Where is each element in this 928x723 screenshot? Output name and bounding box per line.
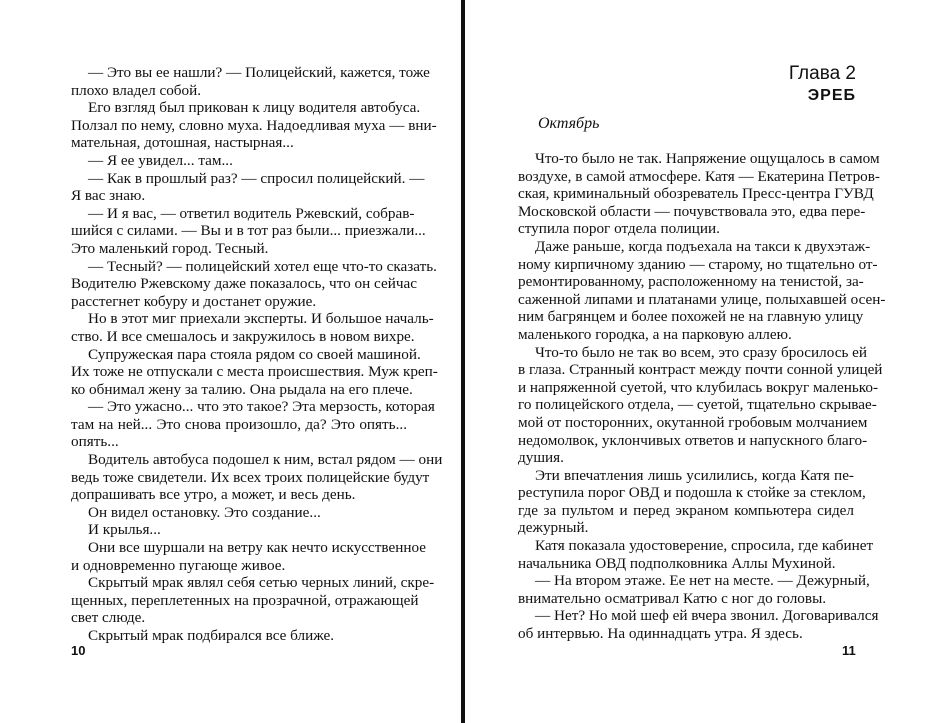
- text-line: свет слюде.: [71, 609, 146, 627]
- text-line: Его взгляд был прикован к лицу водителя автобуса.: [88, 99, 421, 117]
- text-line: начальника ОВД подполковника Аллы Мухиной.: [518, 554, 836, 572]
- paragraph: [71, 504, 407, 522]
- book-spine-divider: [461, 0, 465, 723]
- text-line: ведь тоже свидетели. Их всех троих полицейские будут: [71, 468, 430, 486]
- text-line: Эти впечатления лишь усилились, когда Катя пе-: [535, 466, 854, 484]
- text-line: И крылья...: [88, 521, 161, 539]
- text-line: ному кирпичному зданию — старому, но тщательно от-: [518, 255, 878, 273]
- text-line: Скрытый мрак являл себя сетью черных линий, скре-: [88, 574, 435, 592]
- paragraph: [518, 466, 866, 537]
- paragraph: [71, 99, 437, 152]
- text-line: опять...: [71, 433, 119, 451]
- right-page: [466, 0, 928, 723]
- text-line: реступила порог ОВД и подошла к стойке за стеклом,: [518, 484, 866, 502]
- paragraph: [71, 257, 437, 311]
- text-line: ство. И все смешалось и закружилось в новом вихре.: [71, 327, 415, 345]
- paragraph: [518, 537, 874, 572]
- text-line: Я вас знаю.: [71, 187, 146, 205]
- text-line: ремонтированному, расположенному на тенистой, за-: [518, 273, 864, 291]
- text-line: Ползал по нему, словно муха. Надоедливая муха — вни-: [71, 116, 437, 134]
- text-line: где за пультом и перед экраном компьютера сидел: [518, 501, 854, 519]
- text-line: щенных, переплетенных на прозрачной, отражающей: [71, 591, 419, 609]
- text-line: Но в этот миг приехали эксперты. И большое началь-: [88, 310, 434, 328]
- text-line: Их тоже не отпускали с места происшествия. Муж креп-: [71, 363, 438, 381]
- text-line: ская, криминальный обозреватель Пресс-центра ГУВД: [518, 185, 874, 203]
- text-line: и напряженной суетой, что клубилась вокруг маленько-: [518, 378, 879, 396]
- paragraph: [518, 237, 886, 344]
- paragraph: [71, 627, 407, 645]
- section-month: Октябрь: [538, 115, 600, 132]
- text-line: душия.: [518, 449, 564, 467]
- paragraph: [71, 152, 407, 170]
- text-line: Водителю Ржевскому даже показалось, что он сейчас: [71, 275, 417, 293]
- text-line: допрашивать все утро, а может, и весь день.: [71, 486, 356, 504]
- text-line: об интервью. На одиннадцать утра. Я здесь.: [518, 625, 803, 643]
- text-line: Скрытый мрак подбирался все ближе.: [88, 627, 335, 644]
- text-line: Московской области — почувствовала это, едва пере-: [518, 202, 866, 220]
- text-line: — И я вас, — ответил водитель Ржевский, собрав-: [88, 204, 415, 222]
- paragraph: [71, 310, 434, 345]
- text-line: там на ней... Это снова произошло, да? Это опять...: [71, 415, 407, 433]
- text-line: ко обнимал жену за талию. Она рыдала на его плече.: [71, 380, 413, 398]
- paragraph: [518, 572, 870, 607]
- text-line: Он видел остановку. Это создание...: [88, 503, 321, 521]
- text-line: Они все шуршали на ветру как нечто искусственное: [88, 539, 426, 557]
- text-line: ступила порог отдела полиции.: [518, 220, 720, 238]
- paragraph: [71, 574, 435, 627]
- text-line: маленького городка, а на парковую аллею.: [518, 325, 792, 343]
- page-number-left: 10: [71, 643, 86, 658]
- text-line: шийся с силами. — Вы и в тот раз были... приезжали...: [71, 222, 426, 240]
- paragraph: [71, 539, 426, 574]
- text-line: Катя показала удостоверение, спросила, где кабинет: [535, 537, 874, 555]
- left-page: [0, 0, 462, 723]
- page-number-right: 11: [842, 643, 856, 658]
- text-line: го полицейского отдела, — суетой, тщательно скрывае-: [518, 396, 877, 414]
- paragraph: [71, 521, 407, 539]
- text-line: мательная, дотошная, настырная...: [71, 134, 294, 152]
- text-line: расстегнет кобуру и достанет оружие.: [71, 292, 317, 310]
- text-line: Водитель автобуса подошел к ним, встал рядом — они: [88, 451, 443, 469]
- text-line: — Тесный? — полицейский хотел еще что-то сказать.: [88, 257, 437, 275]
- paragraph: [71, 204, 426, 258]
- text-line: — На втором этаже. Ее нет на месте. — Дежурный,: [535, 572, 870, 590]
- chapter-title: ЭРЕБ: [807, 87, 856, 104]
- text-line: недомолвок, уклончивых ответов и напускного благо-: [518, 431, 868, 449]
- paragraph: [71, 64, 430, 99]
- text-line: воздухе, в самой атмосфере. Катя — Екатерина Петров-: [518, 167, 880, 185]
- text-line: плохо владел собой.: [71, 81, 202, 99]
- text-line: — Это ужасно... что это такое? Эта мерзость, которая: [88, 398, 435, 416]
- paragraph: [518, 343, 883, 467]
- paragraph: [71, 345, 438, 399]
- paragraph: [518, 607, 879, 643]
- left-page-text: [71, 64, 443, 645]
- text-line: Даже раньше, когда подъехала на такси к двухэтаж-: [535, 237, 871, 255]
- text-line: — Это вы ее нашли? — Полицейский, кажется, тоже: [88, 64, 430, 81]
- text-line: — Я ее увидел... там...: [88, 151, 233, 169]
- paragraph: [71, 398, 435, 451]
- text-line: Это маленький город. Тесный.: [71, 239, 269, 257]
- text-line: Что-то было не так во всем, это сразу бросилось ей: [535, 343, 868, 361]
- text-line: — Как в прошлый раз? — спросил полицейский. —: [88, 169, 425, 187]
- paragraph: [71, 169, 425, 205]
- text-line: Супружеская пара стояла рядом со своей машиной.: [88, 345, 421, 363]
- paragraph: [518, 150, 880, 238]
- text-line: и одновременно пугающе живое.: [71, 556, 286, 574]
- text-line: ним багрянцем и более похожей не на главную улицу: [518, 308, 864, 326]
- text-line: мой от посторонних, окутанной гробовым молчанием: [518, 413, 868, 431]
- text-line: Что-то было не так. Напряжение ощущалось в самом: [535, 150, 880, 167]
- text-line: — Нет? Но мой шеф ей вчера звонил. Договаривался: [535, 607, 879, 625]
- paragraph: [71, 451, 443, 504]
- text-line: в глаза. Странный контраст между почти сонной улицей: [518, 361, 883, 379]
- text-line: дежурный.: [518, 519, 589, 537]
- chapter-heading: [789, 63, 856, 107]
- text-line: внимательно осматривал Катю с ног до головы.: [518, 589, 827, 607]
- right-page-text: [518, 150, 886, 643]
- text-line: саженной липами и платанами улице, полыхавшей осен-: [518, 290, 886, 308]
- chapter-label: Глава 2: [788, 63, 856, 84]
